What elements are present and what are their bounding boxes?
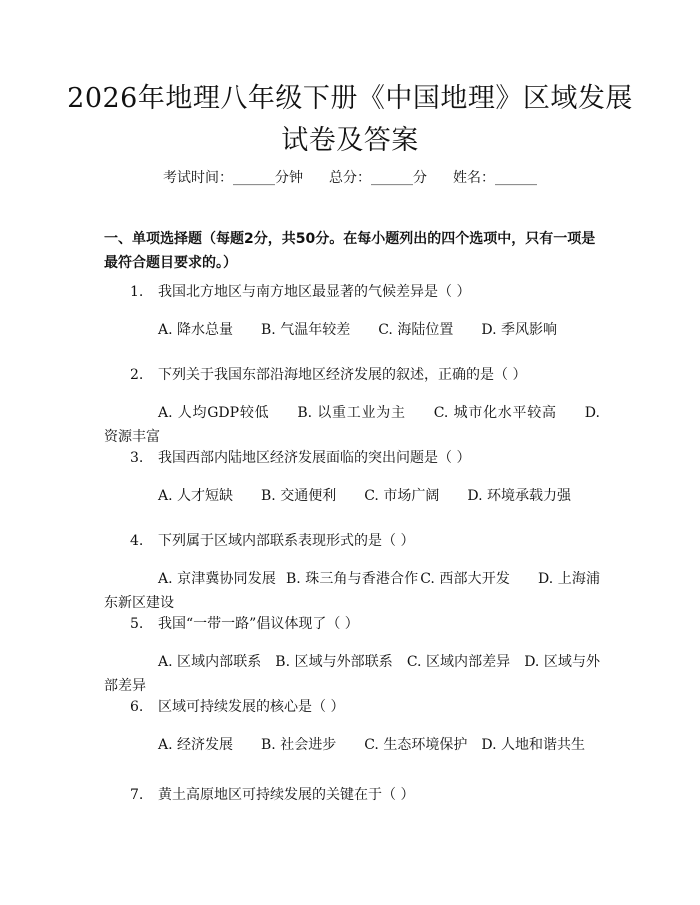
question — [104, 612, 600, 698]
question-number: 6. — [130, 699, 144, 715]
page-title: 2026年地理八年级下册《中国地理》区域发展试卷及答案 — [67, 83, 633, 156]
question-number: 7. — [130, 787, 144, 803]
option-a: A. 区域内部联系 — [158, 654, 262, 670]
question-number: 1. — [130, 284, 144, 300]
question-text: 黄土高原地区可持续发展的关键在于（ ） — [158, 787, 415, 803]
question-text: 我国北方地区与南方地区最显著的气候差异是（ ） — [158, 284, 471, 300]
option-b: B. 以重工业为主 — [297, 405, 406, 421]
question — [104, 783, 600, 807]
question — [104, 280, 600, 342]
option-d: D. 区域与外部差异 — [104, 654, 600, 694]
option-d: D. 上海浦东新区建设 — [104, 571, 600, 611]
question-stem — [104, 612, 600, 636]
option-b: B. 社会进步 — [261, 737, 337, 753]
question-text: 我国“一带一路”倡议体现了（ ） — [158, 616, 359, 632]
question-text: 我国西部内陆地区经济发展面临的突出问题是（ ） — [158, 450, 471, 466]
question-options — [104, 318, 600, 342]
option-d: D. 资源丰富 — [104, 405, 600, 445]
option-a: A. 降水总量 — [158, 322, 234, 338]
question-options — [104, 733, 600, 757]
option-b: B. 气温年较差 — [261, 322, 351, 338]
option-b: B. 区域与外部联系 — [275, 654, 393, 670]
option-a: A. 人才短缺 — [158, 488, 234, 504]
option-c: C. 城市化水平较高 — [433, 405, 557, 421]
option-c: C. 海陆位置 — [378, 322, 454, 338]
question-number: 4. — [130, 533, 144, 549]
question-options — [104, 401, 600, 449]
question-stem — [104, 280, 600, 304]
option-a: A. 京津冀协同发展 — [158, 571, 276, 587]
question-options — [104, 567, 600, 615]
question-number: 5. — [130, 616, 144, 632]
option-d: D. 环境承载力强 — [467, 488, 571, 504]
question-stem — [104, 529, 600, 553]
option-b: B. 交通便利 — [261, 488, 337, 504]
question-stem — [104, 695, 600, 719]
section-heading: 一、单项选择题（每题2分，共50分。在每小题列出的四个选项中，只有一项是最符合题目要求的。） — [104, 231, 596, 271]
exam-total-score: 总分：______分 — [329, 170, 427, 186]
question — [104, 529, 600, 615]
option-c: C. 生态环境保护 — [364, 737, 468, 753]
option-c: C. 市场广阔 — [364, 488, 440, 504]
question-stem — [104, 446, 600, 470]
question-stem — [104, 783, 600, 807]
option-a: A. 人均GDP较低 — [158, 405, 270, 421]
option-c: C. 西部大开发 — [420, 571, 510, 587]
student-name: 姓名：______ — [453, 170, 537, 186]
question — [104, 446, 600, 508]
option-a: A. 经济发展 — [158, 737, 234, 753]
question — [104, 695, 600, 757]
option-d: D. 人地和谐共生 — [481, 737, 585, 753]
option-c: C. 区域内部差异 — [406, 654, 511, 670]
question — [104, 363, 600, 449]
question-number: 2. — [130, 367, 144, 383]
question-options — [104, 484, 600, 508]
question-text: 下列关于我国东部沿海地区经济发展的叙述，正确的是（ ） — [158, 367, 527, 383]
question-text: 下列属于区域内部联系表现形式的是（ ） — [158, 533, 415, 549]
option-b: B. 珠三角与香港合作 — [285, 571, 419, 587]
exam-time: 考试时间：______分钟 — [163, 170, 303, 186]
question-stem — [104, 363, 600, 387]
question-number: 3. — [130, 450, 144, 466]
exam-info — [0, 168, 700, 188]
question-options — [104, 650, 600, 698]
option-d: D. 季风影响 — [481, 322, 557, 338]
question-text: 区域可持续发展的核心是（ ） — [158, 699, 345, 715]
